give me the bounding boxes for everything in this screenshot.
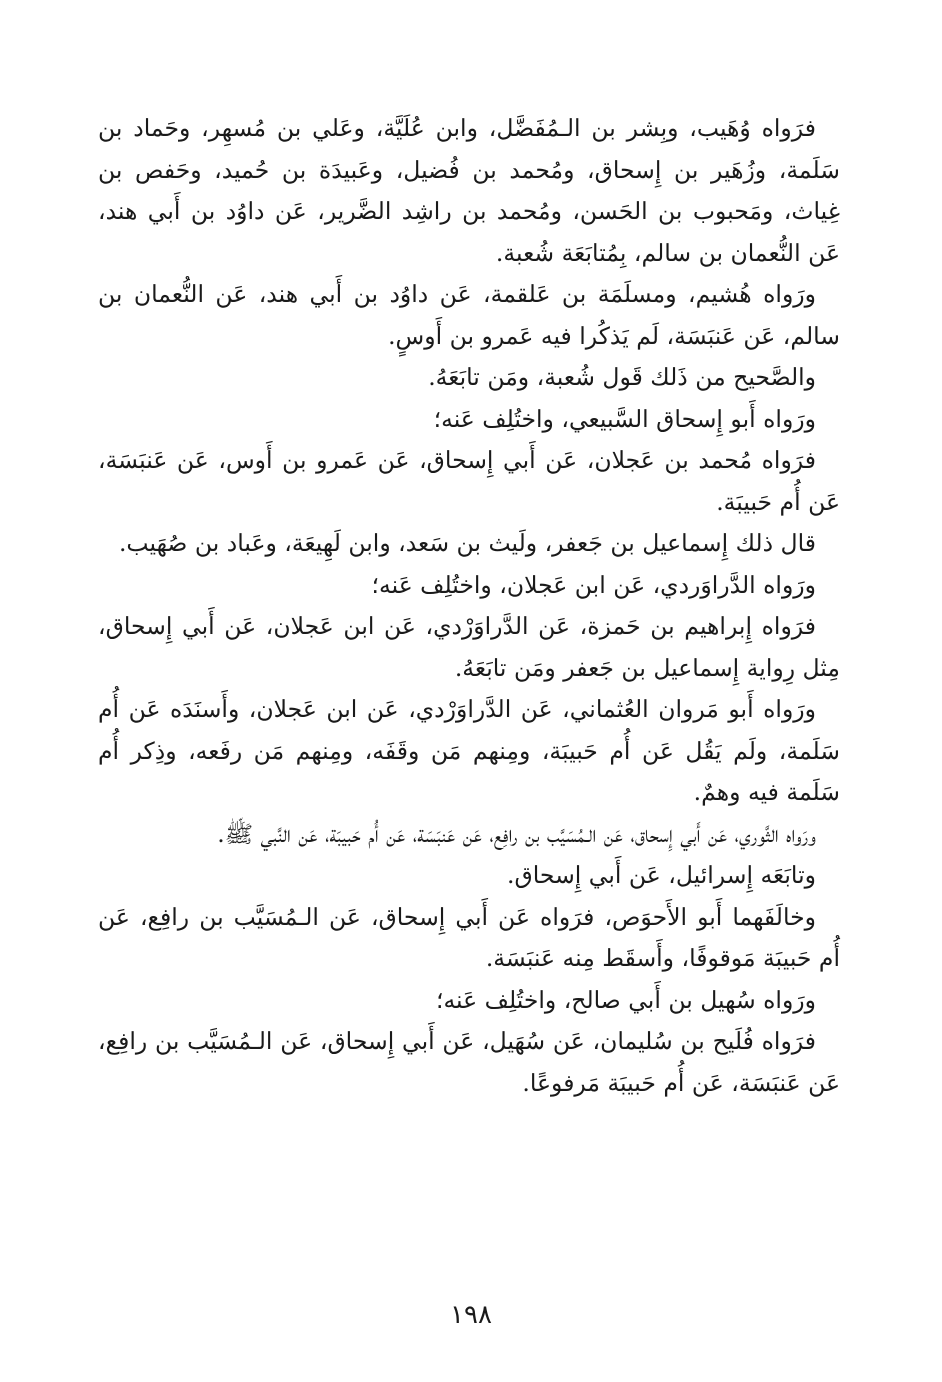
paragraph: والصَّحيح من ذَلك قَول شُعبة، ومَن تابَعَهُ. bbox=[428, 363, 816, 391]
paragraph: ورَواه الثَّوري، عَن أَبي إِسحاق، عَن الـمُسَيَّب بن رافِع، عَن عَنبَسَة، عَن أُم حَبيبَة، عَن النَّبي ﷺ. bbox=[217, 819, 816, 848]
paragraph: ورَواه هُشيم، ومسلَمَة بن عَلقمة، عَن داوُد بن أَبي هند، عَن النُّعمان بن سالم، عَن عَنبَسَة، لَم يَذكُرا فيه عَمرو بن أَوسٍ. bbox=[98, 280, 840, 350]
paragraph: وخالَفَهما أَبو الأَحوَص، فرَواه عَن أَبي إِسحاق، عَن الـمُسَيَّب بن رافِع، عَن أُم حَبيبَة مَوقوفًا، وأَسقَط مِنه عَنبَسَة. bbox=[98, 902, 840, 972]
main-text bbox=[98, 108, 840, 1104]
paragraph: ورَواه أَبو مَروان العُثماني، عَن الدَّراوَرْدي، عَن ابن عَجلان، وأَسنَدَه عَن أُم سَلَمة، ولَم يَقُل عَن أُم حَبيبَة، ومِنهم مَن وقَفَه، ومِنهم مَن رفَعه، وذِكر أُم سَلَمة فيه وهمٌ. bbox=[98, 695, 840, 806]
paragraph: قال ذلك إِسماعيل بن جَعفر، ولَيث بن سَعد، وابن لَهِيعَة، وعَباد بن صُهَيب. bbox=[118, 529, 816, 557]
paragraph: فرَواه وُهَيب، وبِشر بن الـمُفَضَّل، وابن عُلَيَّة، وعَلي بن مُسهِر، وحَماد بن سَلَمة، وزُهَير بن إِسحاق، ومُحمد بن فُضيل، وعَبيدَة بن حُميد، وحَفص بن غِياث، ومَحبوب بن الحَسن، ومُحمد بن راشِد الضَّرير، عَن داوُد بن أَبي هند، عَن النُّعمان بن سالم، بِمُتابَعَة شُعبة. bbox=[98, 114, 840, 267]
paragraph: فرَواه فُلَيح بن سُليمان، عَن سُهَيل، عَن أَبي إِسحاق، عَن الـمُسَيَّب بن رافِع، عَن عَنبَسَة، عَن أُم حَبيبَة مَرفوعًا. bbox=[98, 1027, 840, 1097]
paragraph: وتابَعَه إِسرائيل، عَن أَبي إِسحاق. bbox=[507, 861, 816, 889]
paragraph: فرَواه إِبراهيم بن حَمزة، عَن الدَّراوَرْدي، عَن ابن عَجلان، عَن أَبي إِسحاق، مِثل رِواية إِسماعيل بن جَعفر ومَن تابَعَهُ. bbox=[98, 612, 840, 682]
paragraph: فرَواه مُحمد بن عَجلان، عَن أَبي إِسحاق، عَن عَمرو بن أَوس، عَن عَنبَسَة، عَن أُم حَبيبَة. bbox=[98, 446, 840, 516]
paragraph: ورَواه أَبو إِسحاق السَّبيعي، واختُلِف عَنه؛ bbox=[433, 404, 816, 433]
page-number: ١٩٨ bbox=[450, 1300, 492, 1330]
paragraph: ورَواه سُهيل بن أَبي صالح، واختُلِف عَنه؛ bbox=[435, 985, 816, 1014]
paragraph: ورَواه الدَّراوَردي، عَن ابن عَجلان، واختُلِف عَنه؛ bbox=[371, 570, 816, 599]
